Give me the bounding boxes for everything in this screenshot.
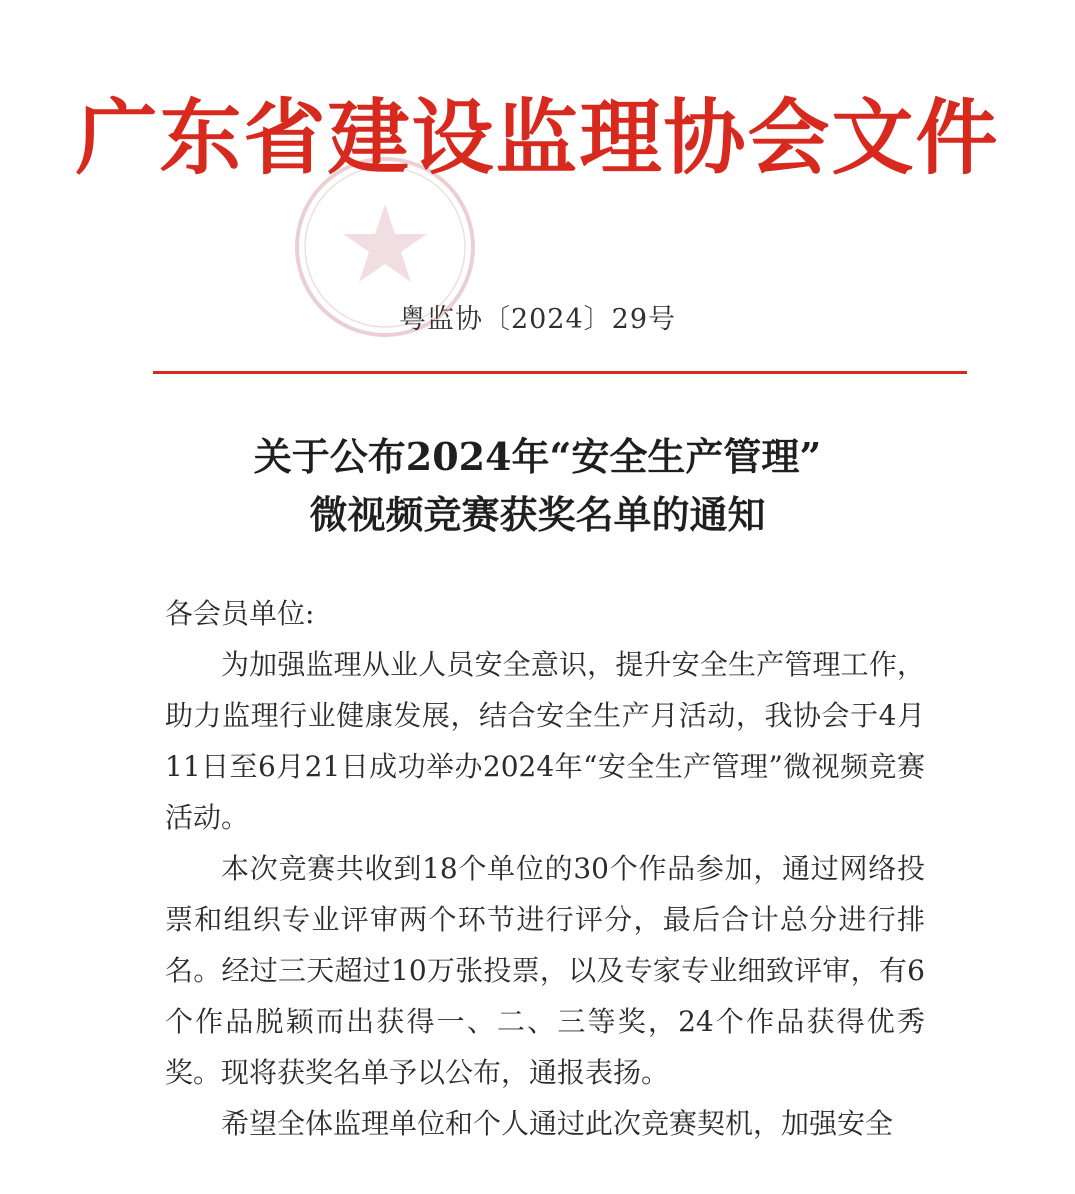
body-paragraph-1: 为加强监理从业人员安全意识，提升安全生产管理工作，助力监理行业健康发展，结合安全生产月活动，我协会于4月11日至6月21日成功举办2024年“安全生产管理”微视频竞赛活动。 bbox=[165, 648, 925, 834]
notice-title-line-2: 微视频竞赛获奖名单的通知 bbox=[309, 492, 766, 537]
document-number: 粤监协〔2024〕29号 bbox=[398, 304, 677, 335]
header-divider bbox=[153, 371, 967, 374]
notice-title-line-1: 关于公布2024年“安全生产管理” bbox=[253, 434, 822, 479]
org-header-title: 广东省建设监理协会文件 bbox=[75, 90, 1000, 186]
body-paragraph-2: 本次竞赛共收到18个单位的30个作品参加，通过网络投票和组织专业评审两个环节进行评分，最后合计总分进行排名。经过三天超过10万张投票，以及专家专业细致评审，有6个作品脱颖而出获得一、二、三等奖，24个作品获得优秀奖。现将获奖名单予以公布，通报表扬。 bbox=[165, 852, 925, 1089]
salutation: 各会员单位: bbox=[165, 597, 315, 630]
notice-body bbox=[165, 588, 925, 1149]
notice-title bbox=[0, 428, 1075, 544]
body-paragraph-3: 希望全体监理单位和个人通过此次竞赛契机，加强安全 bbox=[221, 1107, 894, 1140]
